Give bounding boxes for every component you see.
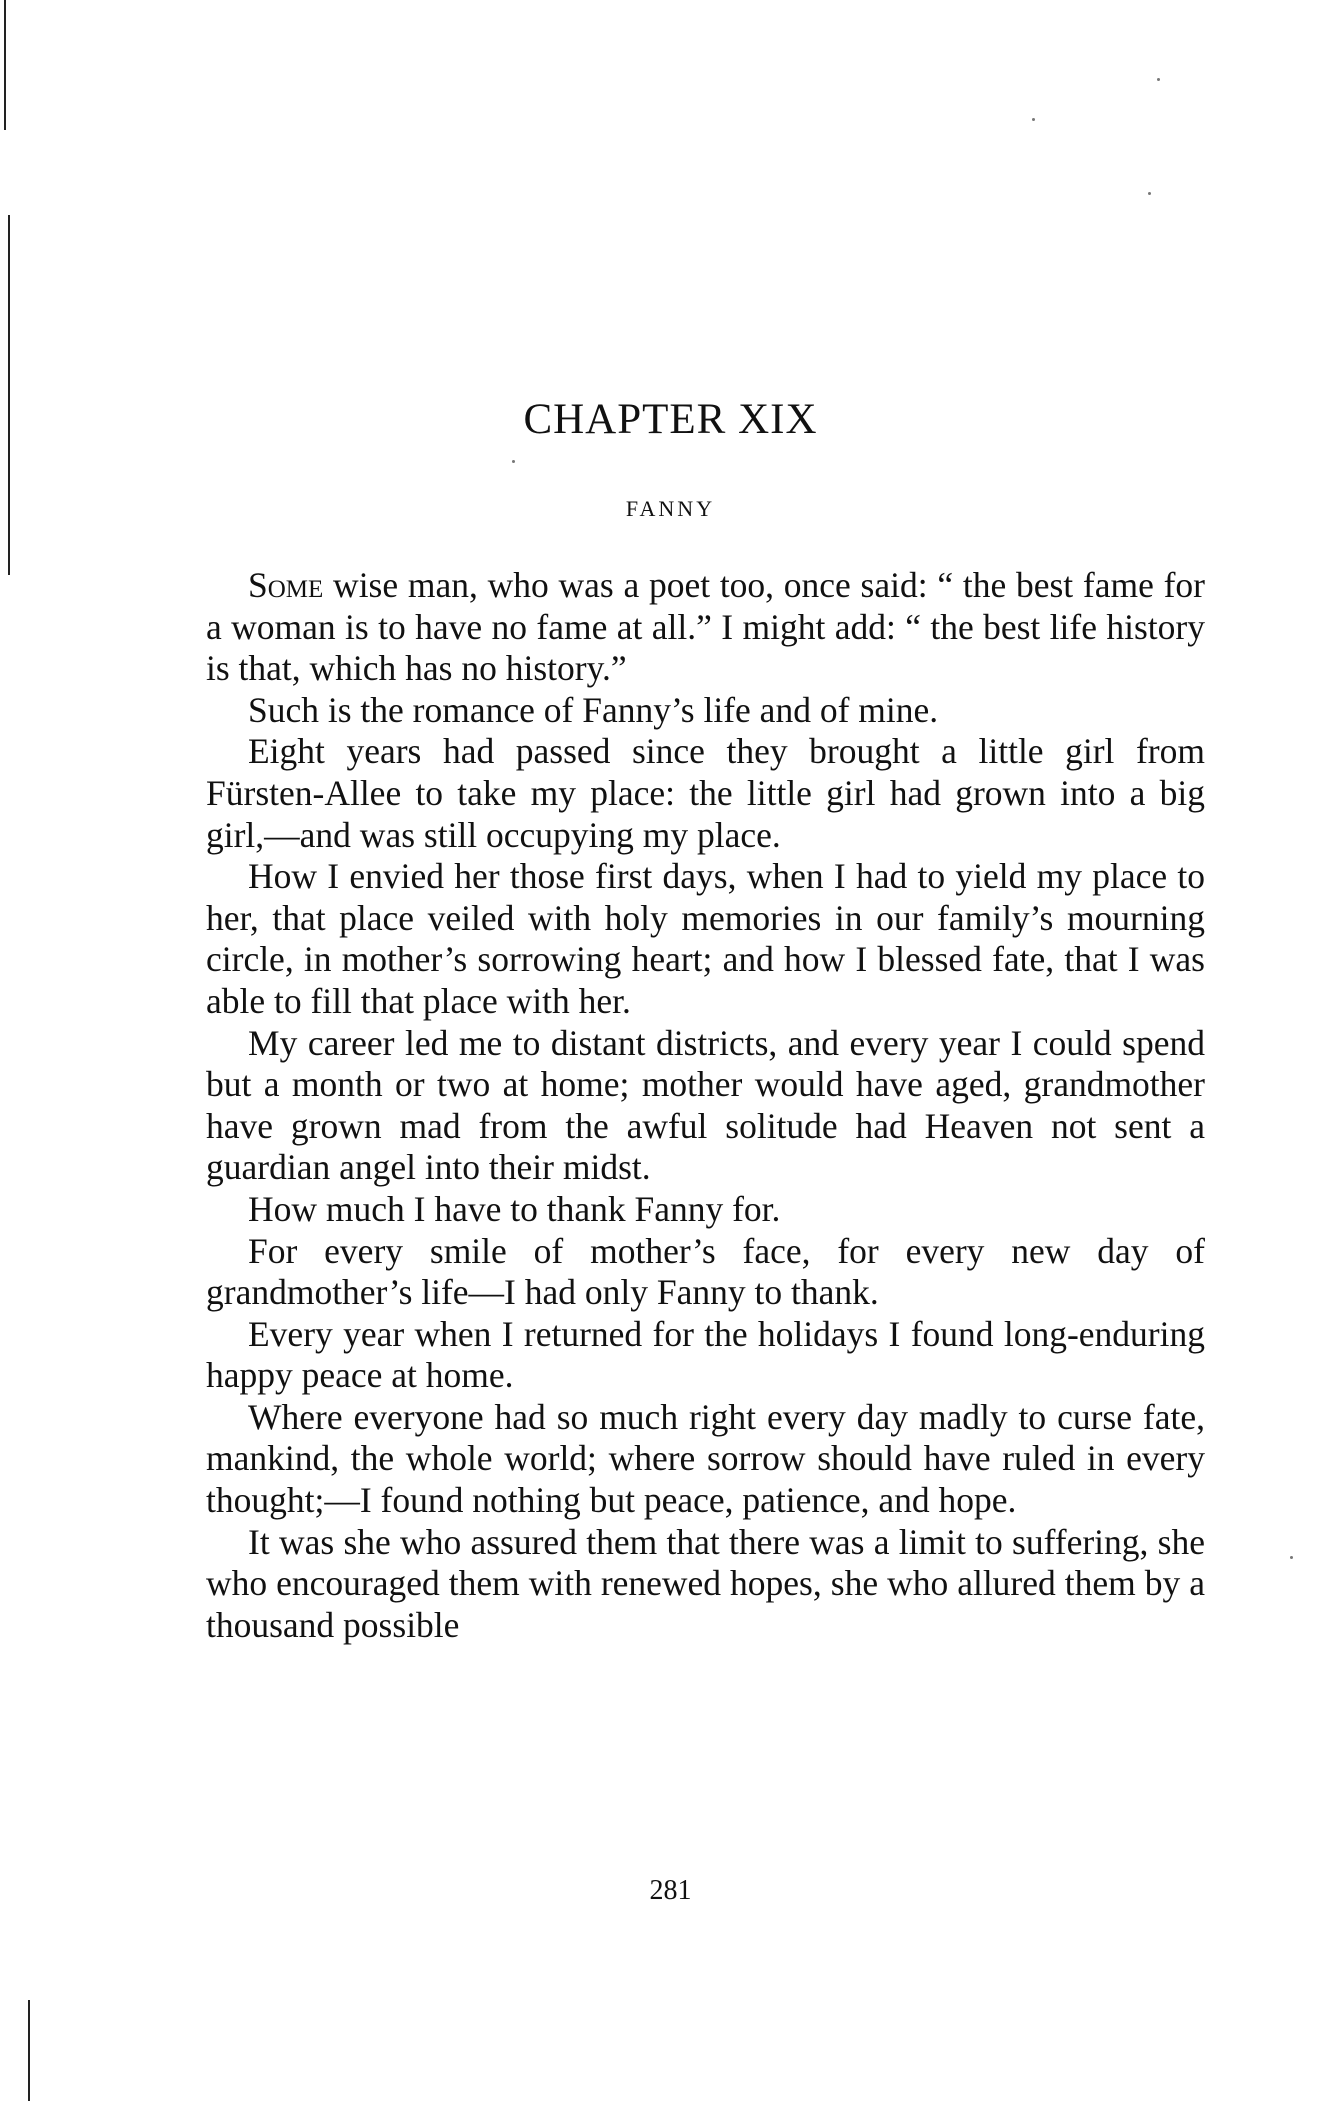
paragraph: It was she who assured them that there was a limit to suffering, she who encouraged them with renewed hopes, she who allured them by a thousand possible [206,1521,1205,1645]
paragraph: How I envied her those first days, when I had to yield my place to her, that place veiled with holy memories in our family’s mourning circle, in mother’s sorrowing heart; and how I blessed fate, that I was able to fill that place with her. [206,856,1205,1021]
paragraph-lead: Some [248,565,324,605]
paragraph: Eight years had passed since they brought a little girl from Fürsten-Allee to take my place: the little girl had grown into a big girl,—and was still occupying my place. [206,731,1205,855]
page-number: 281 [649,1875,692,1906]
scan-edge-line [4,0,6,130]
paragraph: Where everyone had so much right every day madly to curse fate, mankind, the whole world; where sorrow should have ruled in every thought;—I found nothing but peace, patience, and hope. [206,1396,1205,1521]
scan-speck [1157,78,1160,81]
scan-speck [1290,1556,1293,1559]
paragraph [206,565,1205,690]
scan-speck [512,460,515,463]
paragraph: My career led me to distant districts, and every year I could spend but a month or two at home; mother would have aged, grandmother have grown mad from the awful solitude had Heaven not sent a guardian angel into their midst. [206,1022,1205,1188]
paragraph: How much I have to thank Fanny for. [248,1188,781,1229]
chapter-subtitle: FANNY [625,496,716,521]
scan-speck [1032,118,1035,121]
scan-edge-line [28,2000,30,2101]
paragraph: Such is the romance of Fanny’s life and of mine. [248,689,939,730]
paragraph: Every year when I returned for the holidays I found long-enduring happy peace at home. [206,1313,1205,1396]
body-text [206,565,1205,1646]
paragraph-text: wise man, who was a poet too, once said: “ the best fame for a woman is to have no fame at all.” I might add: “ the best life history is that, which has no history.” [206,565,1205,689]
chapter-title: CHAPTER XIX [523,396,818,443]
scan-speck [1148,192,1151,195]
paragraph: For every smile of mother’s face, for every new day of grandmother’s life—I had only Fanny to thank. [206,1230,1205,1313]
